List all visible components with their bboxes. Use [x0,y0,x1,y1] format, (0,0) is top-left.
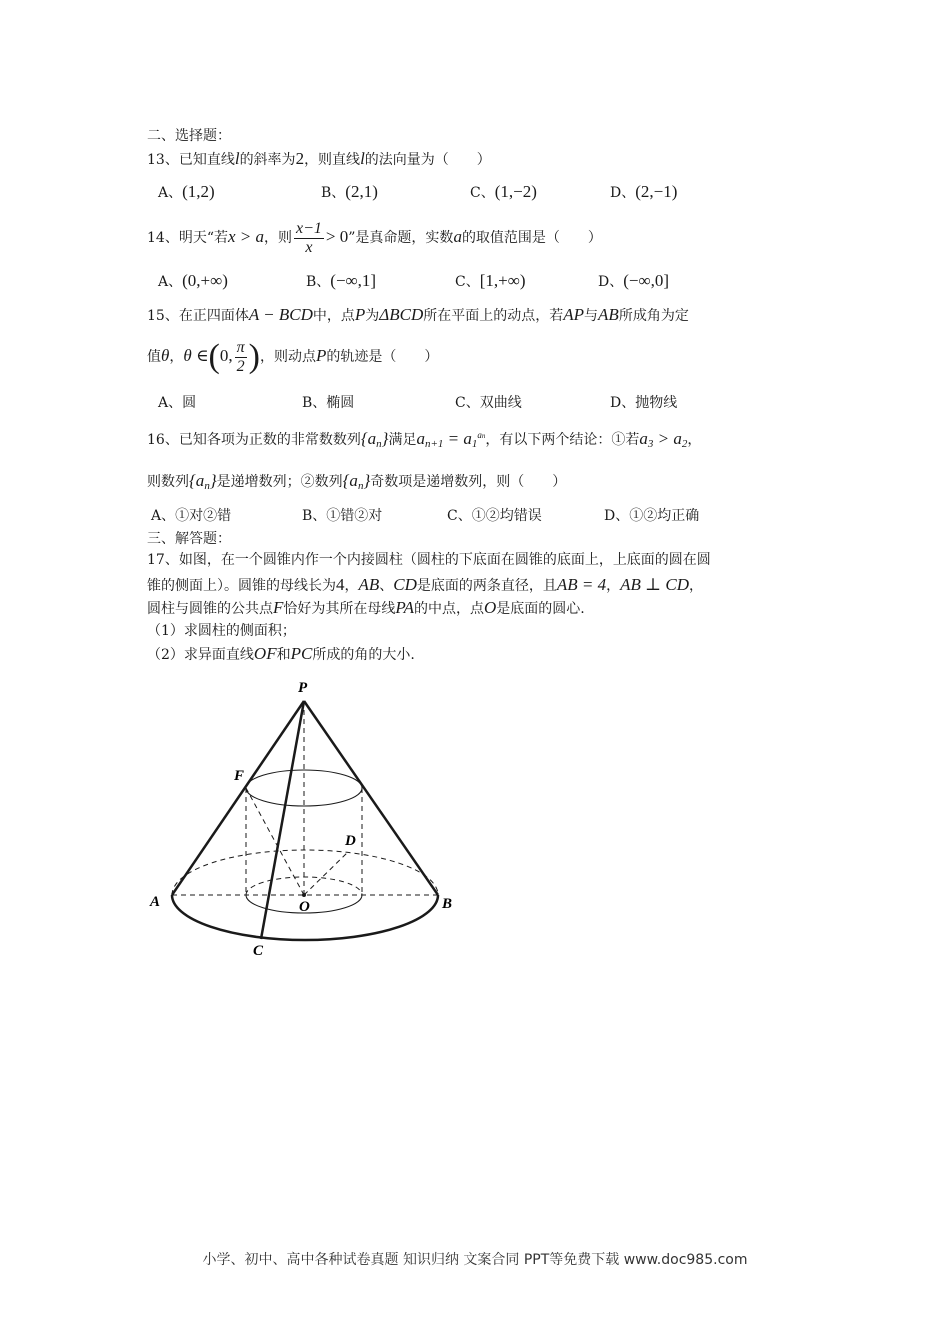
q17-cd: CD [393,575,417,594]
q17-sub2 [147,645,415,662]
option-label: B、 [306,274,331,290]
seq-sub: n [357,480,364,492]
seq-sub: n [376,438,382,450]
q15-text: 所成角为定 [618,308,689,324]
q15-option-c[interactable] [455,396,522,410]
q14-text: ”是真命题，实数 [348,230,454,247]
option-value: (0,+∞) [182,271,228,290]
option-label: C、 [470,185,495,201]
q16-text: 奇数项是递增数列，则（ ） [370,474,567,490]
cone-base-back [172,850,438,895]
q13-option-d[interactable] [610,183,677,200]
paren-right: ) [248,338,260,376]
q15-text: 的轨迹是（ ） [326,349,439,366]
option-label: D、 [604,508,630,524]
q17-text: 锥的侧面上）。圆锥的母线长为 [147,578,336,594]
q15-text: 与 [584,308,599,324]
recur-rhs-sub: 1 [471,438,478,450]
q15-option-d[interactable] [610,396,677,410]
q15-stem-line1 [147,306,689,323]
q15-text: 15、在正四面体 [147,308,249,324]
q15-point-p: P [354,305,366,324]
q17-text: （2）求异面直线 [147,647,254,663]
q13-option-a[interactable] [158,183,215,200]
seq-close: } [363,471,371,490]
q15-text: ， [169,349,184,366]
q15-stem-line2 [147,339,438,375]
q15-interval-left: 0, [219,346,233,366]
q17-text: 、 [379,578,394,594]
q14-condition: x > a [227,227,265,247]
label-b: B [442,896,453,912]
q17-pc: PC [290,644,313,663]
q17-line3 [147,599,585,616]
cmp-a2-sub: 2 [681,438,688,450]
option-label: C、 [455,274,480,290]
q16-recurrence [416,429,485,448]
generator-pa [172,701,304,895]
q17-ab: AB [358,575,380,594]
option-value: (2,1) [345,182,378,201]
q15-ab: AB [598,305,619,324]
q15-tetrahedron: A − BCD [248,305,313,324]
exp-sub: n [481,432,486,440]
q13-var-l: l [360,149,365,168]
recur-eq: = a [443,429,472,448]
q15-ap: AP [563,305,585,324]
q17-text: 是底面的圆心. [496,601,585,617]
exp-base: a [477,430,482,440]
q16-stem-line2 [147,472,566,492]
q14-option-d[interactable] [598,272,669,289]
generator-pb [304,701,438,895]
cmp-gt: > a [653,429,682,448]
q14-option-a[interactable] [158,272,228,289]
q17-text: ， [344,578,359,594]
option-label: A、 [158,185,183,201]
paren-left: ( [208,338,220,376]
q13-text: ，则直线 [304,152,361,168]
q16-sequence [189,471,217,490]
q17-line2 [147,576,703,593]
label-p: P [298,680,308,696]
q13-slope: 2 [295,149,305,168]
q16-text: ，有以下两个结论：①若 [485,432,640,448]
seq-open: {a [360,429,377,448]
q16-sequence [361,429,389,448]
option-label: B、 [302,395,327,411]
option-value: ①②均错误 [471,508,542,524]
seq-close: } [381,429,389,448]
q17-text: ， [689,578,704,594]
option-value: (2,−1) [635,182,678,201]
q16-stem-line1 [147,430,701,450]
q15-text: 值 [147,349,161,366]
option-value: ①②均正确 [629,508,700,524]
q16-text: 是递增数列；②数列 [216,474,343,490]
q17-point-f: F [273,598,284,617]
option-label: D、 [610,395,636,411]
q17-pa: PA [395,598,414,617]
q14-option-b[interactable] [306,272,376,289]
cmp-a3-sub: 3 [647,438,654,450]
option-label: A、 [158,274,183,290]
q15-option-b[interactable] [302,396,354,410]
option-label: B、 [321,185,346,201]
q15-text: 中，点 [312,308,355,324]
page-footer: 小学、初中、高中各种试卷真题 知识归纳 文案合同 PPT等免费下载 www.doc985.com [202,1252,748,1268]
q14-option-c[interactable] [455,272,526,289]
option-label: A、 [151,508,176,524]
recur-lhs-sub: n+1 [424,438,444,450]
q13-text: 的法向量为（ ） [364,152,491,168]
q17-perp: AB ⊥ CD [620,575,690,594]
q14-var-a: a [453,227,462,247]
seq-close: } [209,471,217,490]
q17-text: 圆柱与圆锥的公共点 [147,601,273,617]
q16-option-b[interactable] [302,509,382,523]
section3-heading: 三、解答题： [147,531,231,547]
q17-text: 所成的角的大小. [312,647,415,663]
option-value: 圆 [182,395,197,411]
option-value: 椭圆 [326,395,355,411]
q17-text: 恰好为其所在母线 [283,601,396,617]
q15-theta-in: θ ∈ [183,346,209,366]
option-value: (1,−2) [494,182,537,201]
q16-text: 满足 [388,432,417,448]
q16-option-a[interactable] [151,509,231,523]
option-value: (1,2) [182,182,215,201]
fraction-denominator: x [305,238,313,256]
label-f: F [234,768,245,784]
option-label: D、 [598,274,624,290]
q13-var-l: l [234,149,240,168]
q17-text: 是底面的两条直径，且 [416,578,557,594]
fraction-numerator: x−1 [296,220,322,237]
q13-text: 的斜率为 [239,152,296,168]
option-value: 双曲线 [479,395,522,411]
q16-text: 16、已知各项为正数的非常数数列 [147,432,361,448]
cone-cylinder-figure [140,670,470,970]
q15-option-a[interactable] [158,396,196,410]
q14-text: ，则 [264,230,293,247]
diameter-cd [304,851,349,895]
q17-ab-eq: AB = 4 [556,575,607,594]
q16-option-d[interactable] [604,509,699,523]
q17-text: 的中点，点 [413,601,484,617]
recur-lhs: a [416,429,425,448]
q17-text: ， [606,578,621,594]
generator-pc [261,701,304,939]
q15-point-p: P [315,346,327,366]
cmp-a3: a [639,429,648,448]
seq-open: {a [189,471,205,490]
q16-text: ， [687,432,702,448]
q16-compare [639,429,687,448]
q13-text: 13、已知直线 [147,152,235,168]
q17-of: OF [253,644,277,663]
label-d: D [345,833,356,849]
option-value: [1,+∞) [479,271,526,290]
q13-option-c[interactable] [470,183,537,200]
q15-pi-over-2 [235,339,247,375]
point-o [302,893,306,897]
q15-text: 为 [365,308,380,324]
seq-sub: n [204,480,210,492]
option-value: ①对②错 [175,508,232,524]
option-label: C、 [455,395,480,411]
q14-text: 的取值范围是（ ） [461,230,602,247]
q17-text: 和 [276,647,291,663]
option-value: (−∞,0] [623,271,670,290]
option-value: (−∞,1] [330,271,377,290]
option-value: 抛物线 [635,395,678,411]
q15-text: ，则动点 [259,349,316,366]
q17-point-o: O [483,598,497,617]
q15-theta: θ [161,346,170,366]
q16-text: 则数列 [147,474,189,490]
q17-line1: 17、如图，在一个圆锥内作一个内接圆柱（圆柱的下底面在圆锥的底面上，上底面的圆在圆 [147,552,711,568]
q16-option-c[interactable] [447,509,542,523]
fraction-numerator: π [236,339,245,356]
option-label: D、 [610,185,636,201]
label-a: A [150,894,161,910]
q17-sub1: （1）求圆柱的侧面积； [147,623,296,639]
section2-heading: 二、选择题： [147,128,231,144]
fraction-denominator: 2 [236,357,245,375]
q14-gt-zero: > 0 [325,227,349,247]
q16-sequence [343,471,371,490]
q14-fraction [294,220,324,256]
option-label: A、 [158,395,183,411]
q15-text: 所在平面上的动点，若 [423,308,564,324]
seq-open: {a [342,471,358,490]
label-c: C [253,943,264,959]
q13-option-b[interactable] [321,183,378,200]
q17-length: 4 [336,575,345,594]
q14-text: 14、明天“若 [147,230,228,247]
label-o: O [299,899,310,915]
q14-stem [147,220,602,256]
option-value: ①错②对 [326,508,383,524]
option-label: C、 [447,508,472,524]
option-label: B、 [302,508,327,524]
q13-stem [147,150,491,167]
q15-triangle: ΔBCD [379,305,424,324]
